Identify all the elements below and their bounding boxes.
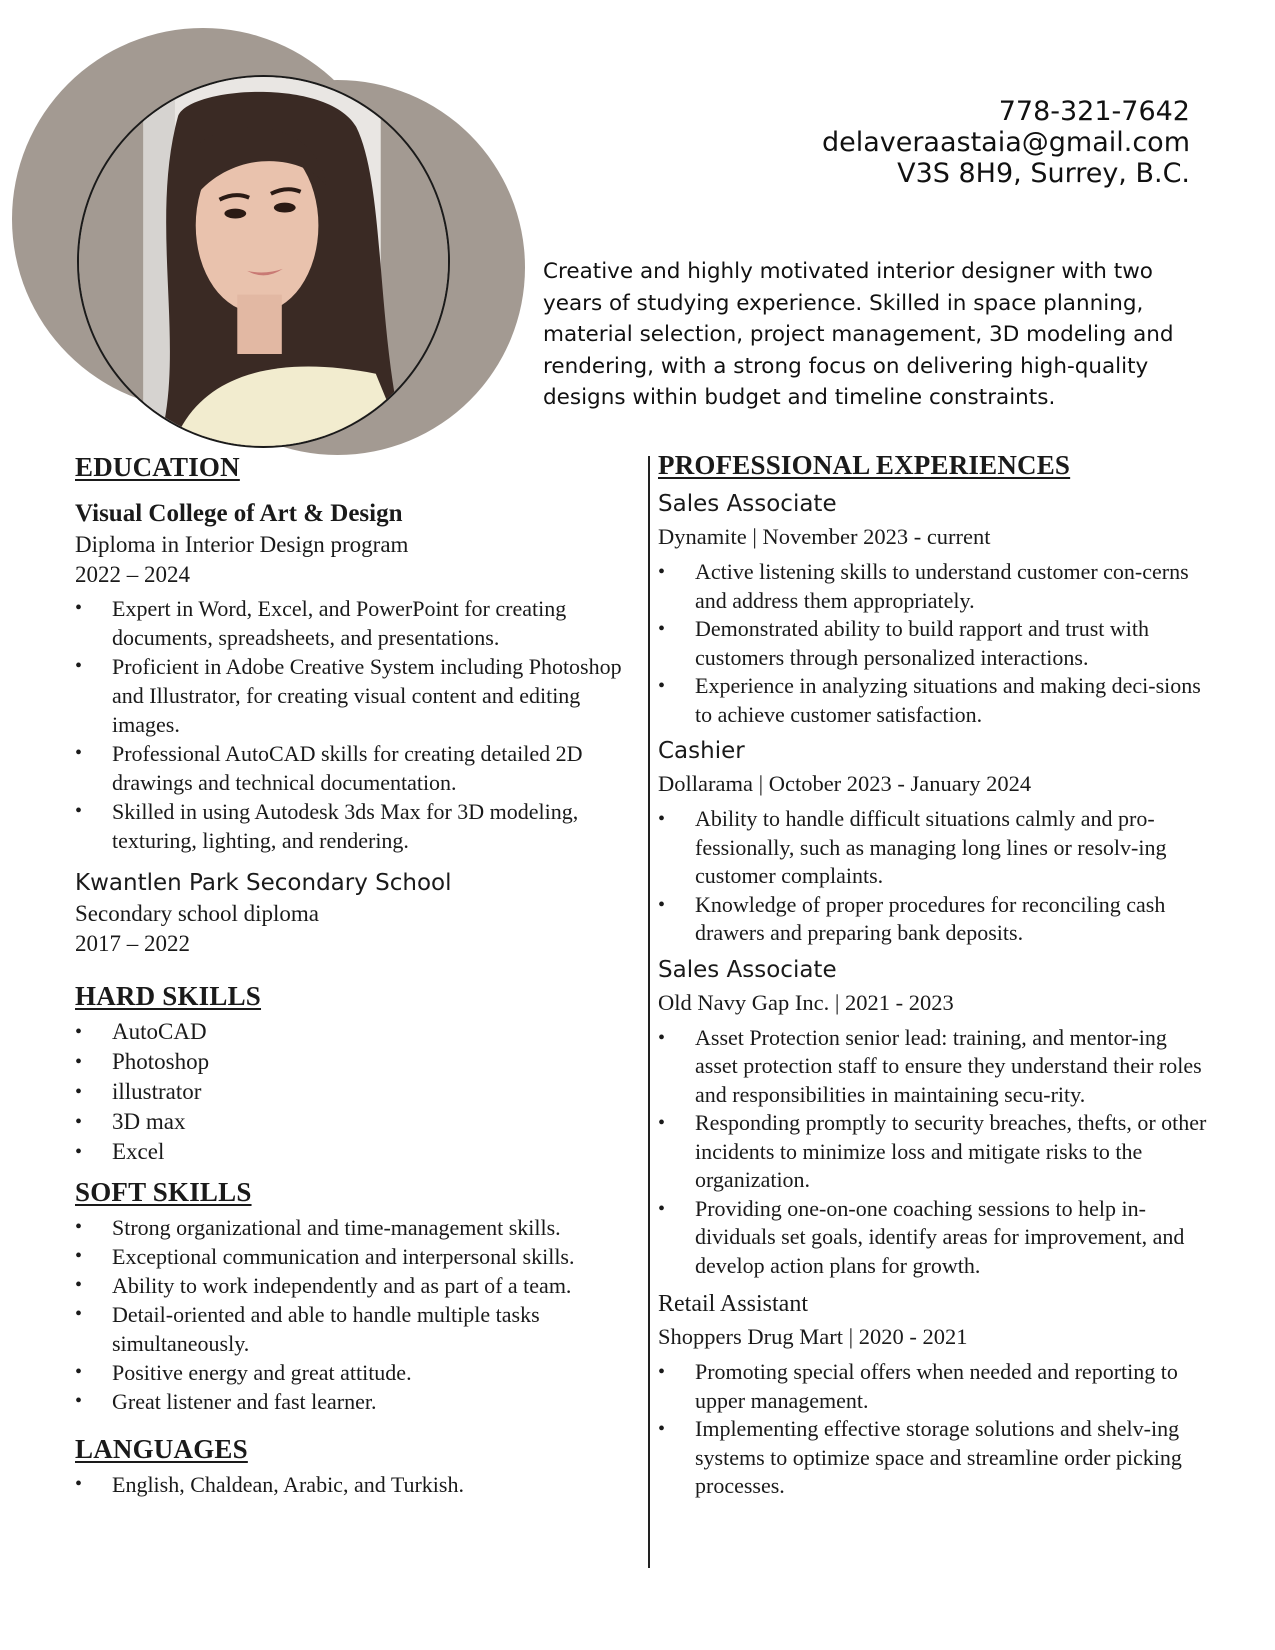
job-meta: Dynamite | November 2023 - current [658,524,991,549]
list-item: • Ability to work independently and as part of a team. [75,1271,635,1300]
location: V3S 8H9, Surrey, B.C. [897,158,1190,189]
list-item: • Asset Protection senior lead: training, and mentor-ing asset protection staff to ensure they understand their roles and responsibilities in maintaining secu-rity. [658,1024,1213,1110]
list-item: • Knowledge of proper procedures for reconciling cash drawers and preparing bank deposits. [658,891,1213,948]
list-item: • Demonstrated ability to build rapport and trust with customers through personalized interactions. [658,615,1213,672]
list-item: • Responding promptly to security breaches, thefts, or other incidents to minimize loss and mitigate risks to the organization. [658,1109,1213,1195]
hard-skills-list [75,1017,635,1167]
profile-summary: Creative and highly motivated interior designer with two years of studying experience. Skilled in space planning, material selection, project management, 3D modeling and rendering, with a strong focus on delivering high-quality designs within budget and timeline constraints. [543,259,1174,410]
job-bullet-list [658,1024,1213,1281]
list-item: • Promoting special offers when needed and reporting to upper management. [658,1358,1213,1415]
profile-photo-illustration [79,77,448,446]
job-title: Sales Associate [658,491,837,517]
left-column [75,450,635,1499]
job-meta: Dollarama | October 2023 - January 2024 [658,771,1032,796]
list-item: • AutoCAD [75,1017,635,1047]
phone-number: 778-321-7642 [998,96,1190,127]
job-title: Sales Associate [658,956,837,983]
list-item: • Exceptional communication and interpersonal skills. [75,1242,635,1271]
soft-skills-list [75,1213,635,1416]
hard-skills-heading: HARD SKILLS [75,981,262,1011]
education-heading: EDUCATION [75,452,240,482]
list-item: • Ability to handle difficult situations calmly and pro-fessionally, such as managing long lines or resolv-ing customer complaints. [658,805,1213,891]
email-address: delaveraastaia@gmail.com [821,127,1190,158]
list-item: • Professional AutoCAD skills for creating detailed 2D drawings and technical documentation. [75,739,635,797]
list-item: • Skilled in using Autodesk 3ds Max for 3D modeling, texturing, lighting, and rendering. [75,797,635,855]
job-meta: Old Navy Gap Inc. | 2021 - 2023 [658,989,954,1015]
education-bullet-list [75,594,635,855]
list-item: • Great listener and fast learner. [75,1387,635,1416]
school-name: Visual College of Art & Design [75,500,403,527]
list-item: • Strong organizational and time-management skills. [75,1213,635,1242]
contact-block [822,96,1190,189]
column-divider [648,456,650,1568]
school-years: 2022 – 2024 [75,562,190,587]
list-item: • Providing one-on-one coaching sessions to help in-dividuals set goals, identify areas for improvement, and develop action plans for growth. [658,1195,1213,1281]
list-item: • Photoshop [75,1047,635,1077]
list-item: • Excel [75,1137,635,1167]
list-item: • Expert in Word, Excel, and PowerPoint for creating documents, spreadsheets, and presentations. [75,594,635,652]
school-program: Diploma in Interior Design program [75,532,409,557]
school-program: Secondary school diploma [75,901,320,926]
languages-heading: LANGUAGES [75,1434,248,1464]
list-item: • Detail-oriented and able to handle multiple tasks simultaneously. [75,1300,635,1358]
languages-list [75,1470,635,1499]
list-item: • English, Chaldean, Arabic, and Turkish. [75,1470,635,1499]
soft-skills-heading: SOFT SKILLS [75,1177,252,1207]
school-years: 2017 – 2022 [75,931,190,956]
job-bullet-list [658,1358,1213,1501]
right-column [658,448,1213,1501]
job-bullet-list [658,558,1213,729]
school-name: Kwantlen Park Secondary School [75,870,452,896]
job-bullet-list [658,805,1213,948]
experience-heading: PROFESSIONAL EXPERIENCES [658,450,1071,480]
list-item: • Positive energy and great attitude. [75,1358,635,1387]
job-meta: Shoppers Drug Mart | 2020 - 2021 [658,1324,968,1349]
job-title: Cashier [658,738,745,764]
list-item: • Active listening skills to understand customer con-cerns and address them appropriately. [658,558,1213,615]
list-item: • Experience in analyzing situations and making deci-sions to achieve customer satisfaction. [658,672,1213,729]
list-item: • 3D max [75,1107,635,1137]
job-title: Retail Assistant [658,1291,808,1317]
list-item: • illustrator [75,1077,635,1107]
list-item: • Implementing effective storage solutions and shelv-ing systems to optimize space and streamline order picking processes. [658,1415,1213,1501]
profile-photo [77,75,450,448]
list-item: • Proficient in Adobe Creative System including Photoshop and Illustrator, for creating visual content and editing images. [75,652,635,739]
